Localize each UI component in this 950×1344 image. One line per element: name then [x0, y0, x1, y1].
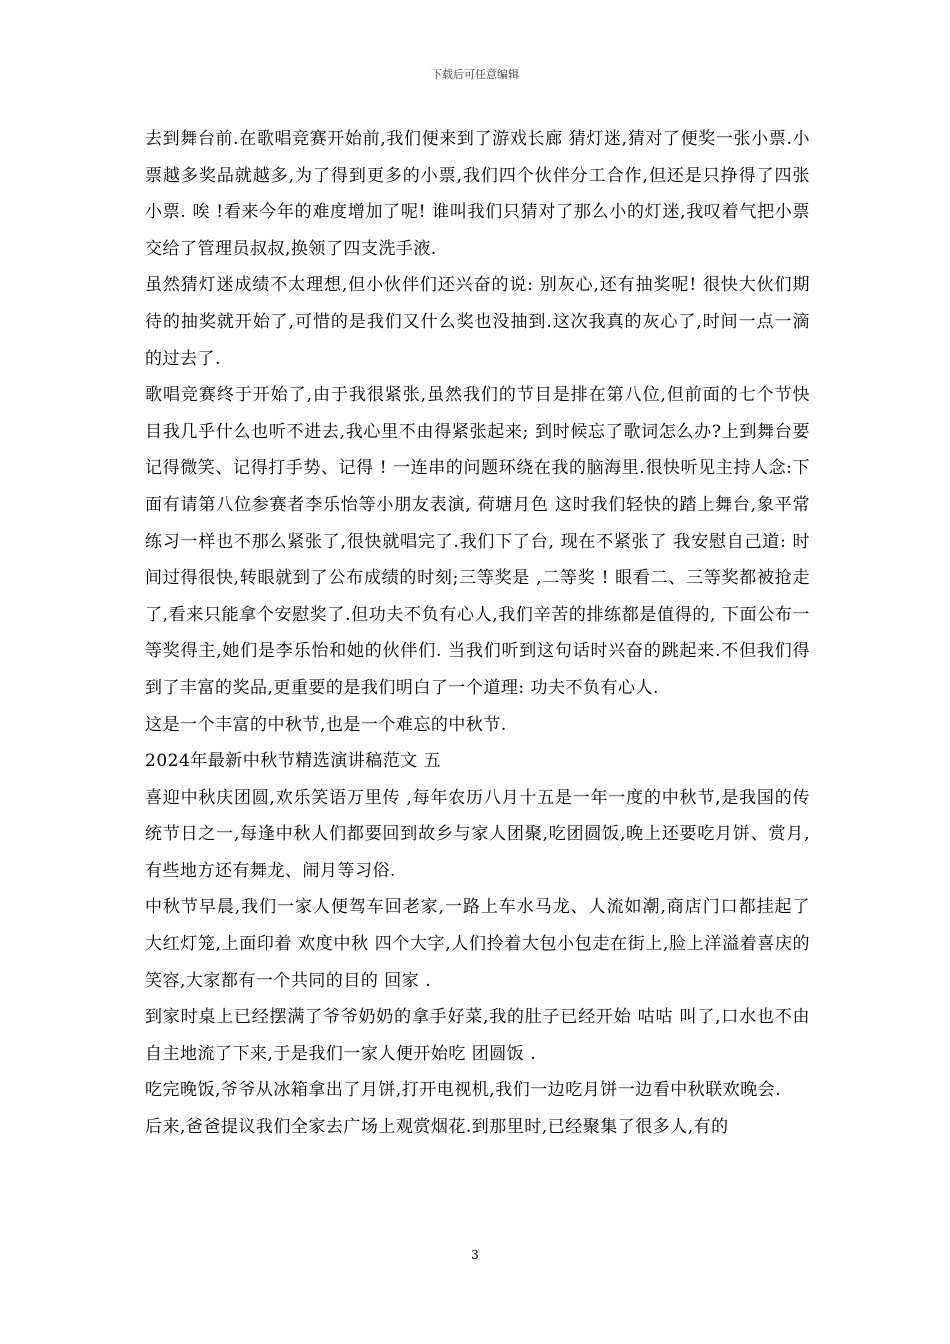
paragraph-3: 歌唱竞赛终于开始了,由于我很紧张,虽然我们的节目是排在第八位,但前面的七个节快目我几乎什么也听不进去,我心里不由得紧张起来; 到时候忘了歌词怎么办?上到舞台要记得微笑、记得打手势、记得 ! 一连串的问题环绕在我的脑海里.很快听见主持人念:下面有请第八位参赛者李乐怡等小朋友表演, 荷塘月色 这时我们轻快的踏上舞台,象平常练习一样也不那么紧张了,很快就唱完了.我们下了台, 现在不紧张了 我安慰自己道: 时间过得很快,转眼就到了公布成绩的时刻;三等奖是 ,二等奖 ! 眼看二、三等奖都被抢走了,看来只能拿个安慰奖了.但功夫不负有心人,我们辛苦的排练都是值得的, 下面公布一等奖得主,她们是李乐怡和她的伙伴们. 当我们听到这句话时兴奋的跳起来.不但我们得到了丰富的奖品,更重要的是我们明白了一个道理: 功夫不负有心人.: [145, 385, 810, 698]
paragraph-4: 这是一个丰富的中秋节,也是一个难忘的中秋节.: [145, 714, 507, 735]
paragraph-8: 到家时桌上已经摆满了爷爷奶奶的拿手好菜,我的肚子已经开始 咕咕 叫了,口水也不由自主地流了下来,于是我们一家人便开始吃 团圆饭 .: [145, 1007, 810, 1064]
paragraph-6: 喜迎中秋庆团圆,欢乐笑语万里传 ,每年农历八月十五是一年一度的中秋节,是我国的传统节日之一,每逢中秋人们都要回到故乡与家人团聚,吃团圆饭,晚上还要吃月饼、赏月,有些地方还有舞龙、闹月等习俗.: [145, 787, 810, 881]
document-body: [145, 121, 810, 1146]
page-number: 3: [471, 1248, 479, 1262]
paragraph-2: 虽然猜灯迷成绩不太理想,但小伙伴们还兴奋的说: 别灰心,还有抽奖呢! 很快大伙们期待的抽奖就开始了,可惜的是我们又什么奖也没抽到.这次我真的灰心了,时间一点一滴的过去了.: [145, 275, 810, 369]
paragraph-7: 中秋节早晨,我们一家人便驾车回老家,一路上车水马龙、人流如潮,商店门口都挂起了大红灯笼,上面印着 欢度中秋 四个大字,人们拎着大包小包走在街上,脸上洋溢着喜庆的笑容,大家都有一个共同的目的 回家 .: [145, 897, 810, 991]
paragraph-10: 后来,爸爸提议我们全家去广场上观赏烟花.到那里时,已经聚集了很多人,有的: [145, 1117, 729, 1138]
section-heading: 2024年最新中秋节精选演讲稿范文 五: [145, 751, 442, 772]
paragraph-1: 去到舞台前.在歌唱竞赛开始前,我们便来到了游戏长廊 猜灯迷,猜对了便奖一张小票.小票越多奖品就越多,为了得到更多的小票,我们四个伙伴分工合作,但还是只挣得了四张小票. 唉 !看来今年的难度增加了呢! 谁叫我们只猜对了那么小的灯迷,我叹着气把小票交给了管理员叔叔,换领了四支洗手液.: [145, 129, 810, 259]
page-header: 下载后可任意编辑: [431, 68, 519, 81]
paragraph-9: 吃完晚饭,爷爷从冰箱拿出了月饼,打开电视机,我们一边吃月饼一边看中秋联欢晚会.: [145, 1080, 782, 1101]
